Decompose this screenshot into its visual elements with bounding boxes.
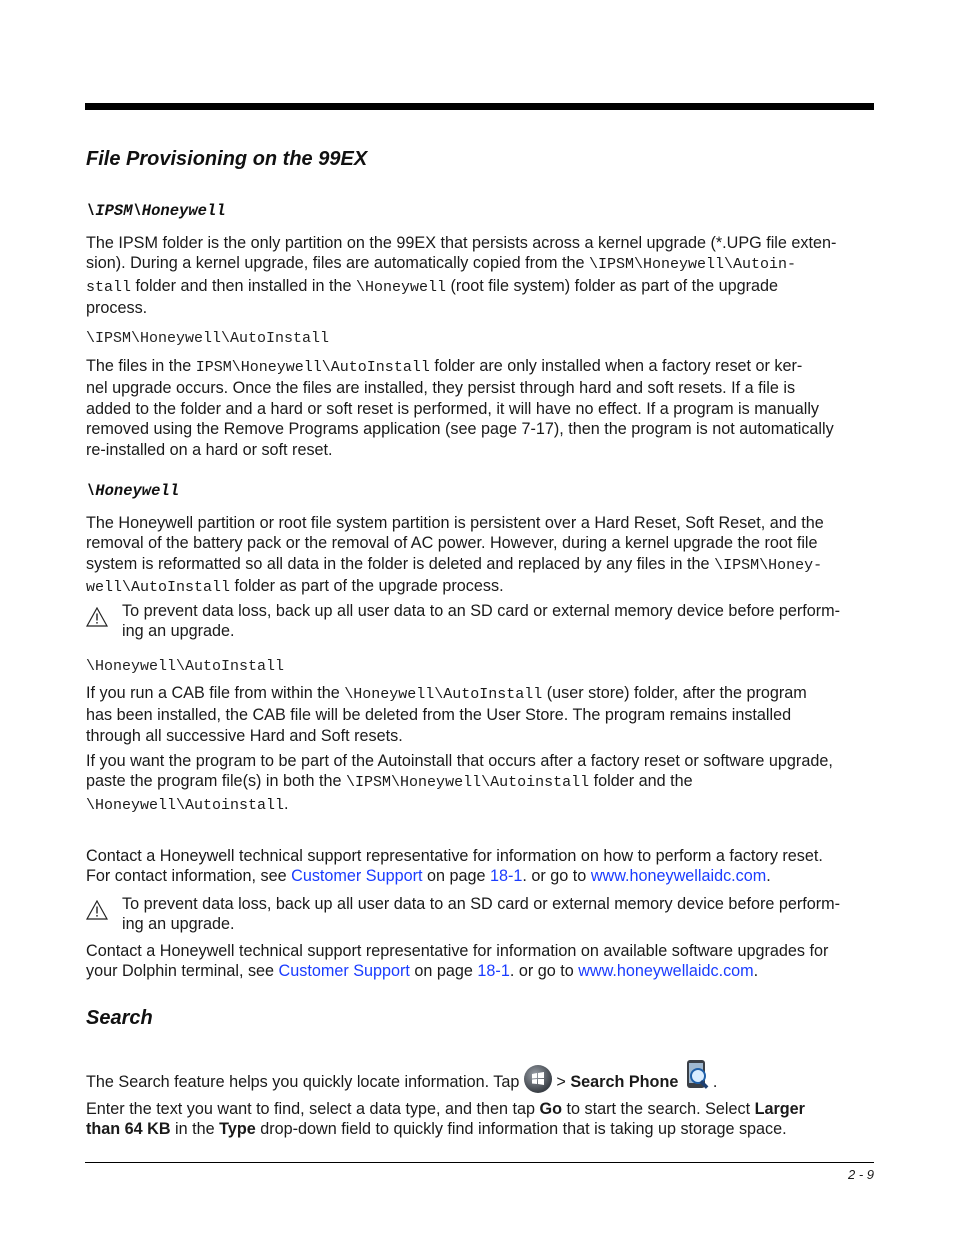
code-honeywell-autoinstall: \Honeywell\AutoInstall (86, 658, 285, 675)
paragraph-contact-upgrades: Contact a Honeywell technical support representative for information on available software upgrades for your Dolphin terminal, see Customer Support on page 18-1. or go to www.honeywellaidc.com. (86, 942, 829, 981)
section-heading-search: Search (86, 1007, 153, 1029)
subheading-ipsm: \IPSM\Honeywell (86, 202, 226, 220)
warning-text-2: To prevent data loss, back up all user data to an SD card or external memory device before perform- ing an upgrade. (122, 895, 840, 934)
paragraph-search-instructions: Enter the text you want to find, select a data type, and then tap Go to start the search. Select Larger than 64 KB in the Type drop-down field to quickly find information that is taking up storage space. (86, 1100, 805, 1139)
link-honeywellaidc[interactable]: www.honeywellaidc.com (590, 867, 767, 886)
paragraph-cab-file: If you run a CAB file from within the \Honeywell\AutoInstall (user store) folder, after the program has been installed, the CAB file will be deleted from the User Store. The program remains installed through all successive Hard and Soft resets. (86, 684, 807, 745)
warning-text-1: To prevent data loss, back up all user data to an SD card or external memory device before perform- ing an upgrade. (122, 602, 840, 641)
paragraph-search-intro: The Search feature helps you quickly locate information. Tap > Search Phone . (86, 1059, 876, 1100)
link-honeywellaidc[interactable]: www.honeywellaidc.com (578, 962, 754, 981)
paragraph-ipsm-intro: The IPSM folder is the only partition on the 99EX that persists across a kernel upgrade (*.UPG file exten- sion). During a kernel upgrade, files are automatically copied from the \IPSM\Honeywell\Autoin- stall folder and then installed in the \Honeywell (root file system) folder as part of the upgrade process. (86, 234, 837, 318)
paragraph-autoinstall-both: If you want the program to be part of the Autoinstall that occurs after a factory reset or software upgrade, paste the program file(s) in both the \IPSM\Honeywell\Autoinstall folder and the \Honeywell\Autoinstall. (86, 752, 833, 814)
footer-rule (85, 1162, 874, 1163)
link-customer-support[interactable]: Customer Support (278, 962, 410, 981)
warning-icon (86, 900, 108, 920)
page-number: 2 - 9 (847, 1167, 874, 1182)
link-page-18-1[interactable]: 18-1 (490, 867, 523, 886)
subheading-honeywell: \Honeywell (86, 482, 180, 500)
top-rule (85, 103, 874, 110)
code-ipsm-autoinstall: \IPSM\Honeywell\AutoInstall (86, 330, 330, 347)
link-customer-support[interactable]: Customer Support (291, 867, 423, 886)
paragraph-ipsm-autoinstall: The files in the IPSM\Honeywell\AutoInstall folder are only installed when a factory reset or ker- nel upgrade occurs. Once the files are installed, they persist through hard and soft resets. If a file is added to the folder and a hard or soft reset is performed, it will have no effect. If a program is manually removed using the Remove Programs application (see page 7-17), then the program is not automatically re-installed on a hard or soft reset. (86, 357, 834, 459)
paragraph-contact-factory-reset: Contact a Honeywell technical support representative for information on how to perform a factory reset. For contact information, see Customer Support on page 18-1. or go to www.honeywellaidc.com. (86, 847, 823, 886)
section-heading-provisioning: File Provisioning on the 99EX (86, 148, 368, 170)
paragraph-honeywell-intro: The Honeywell partition or root file system partition is persistent over a Hard Reset, Soft Reset, and the removal of the battery pack or the removal of AC power. However, during a kernel upgrade the root file system is reformatted so all data in the folder is deleted and replaced by any files in the \IPSM\Honey- well\AutoInstall folder as part of the upgrade process. (86, 514, 824, 597)
link-page-18-1[interactable]: 18-1 (477, 962, 510, 981)
warning-icon (86, 607, 108, 627)
windows-start-icon[interactable] (524, 1065, 552, 1093)
search-phone-icon[interactable] (683, 1059, 713, 1091)
